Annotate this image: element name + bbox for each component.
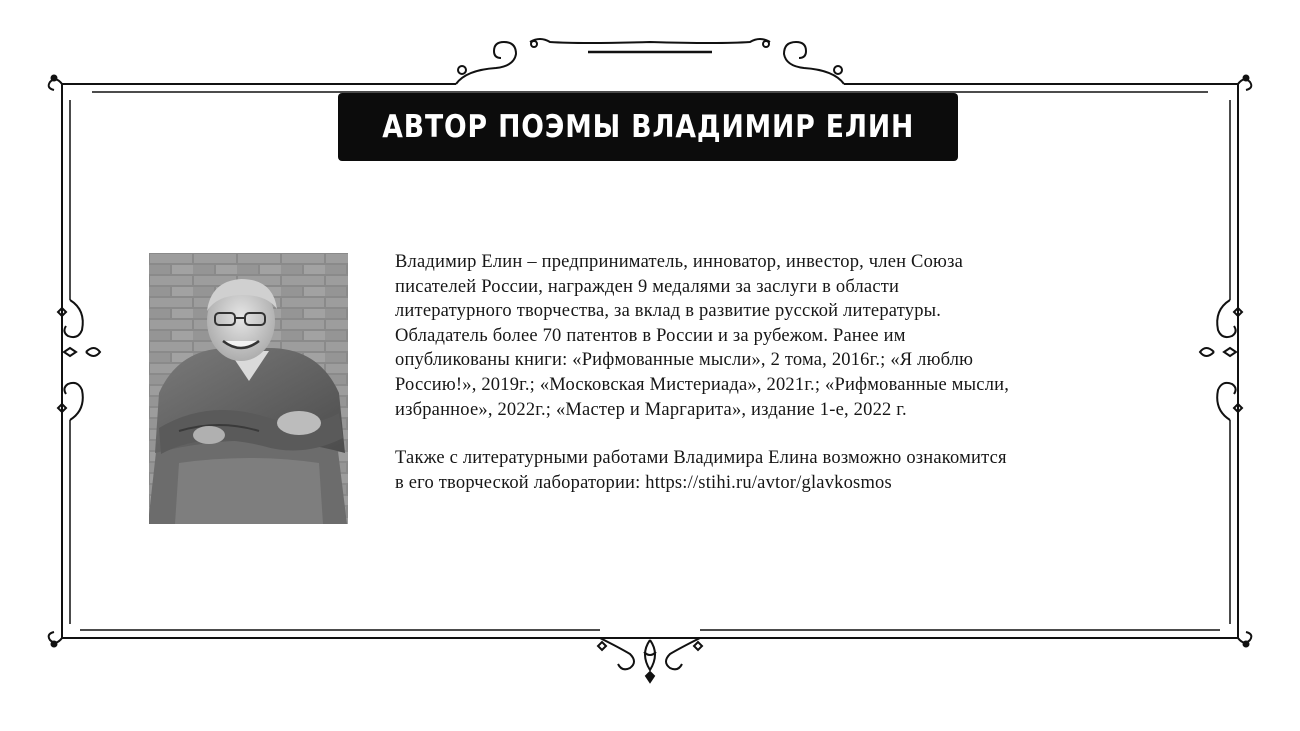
author-bio	[395, 250, 1155, 495]
bottom-flourish-icon	[598, 638, 702, 682]
bio-paragraph: Владимир Елин – предприниматель, инноватор, инвестор, член Союза писателей России, награжден 9 медалями за заслуги в области литературного творчества, за вклад в развитие русской литературы. Обладатель более 70 патентов в России и за рубежом. Ранее им опубликованы книги: «Рифмованные мысли», 2 тома, 2016г.; «Я люблю Россию!», 2019г.; «Московская Мистериада», 2021г.; «Рифмованные мысли, избранное», 2022г.; «Мастер и Маргарита», издание 1-е, 2022 г.	[395, 252, 1010, 420]
author-portrait	[149, 253, 348, 524]
page-title: АВТОР ПОЭМЫ ВЛАДИМИР ЕЛИН	[382, 109, 914, 145]
title-banner	[338, 93, 958, 161]
links-paragraph: Также с литературными работами Владимира Елина возможно ознакомится в его творческой лаборатории: https://stihi.ru/avtor/glavkosmos	[395, 448, 1007, 493]
top-flourish-icon	[456, 39, 844, 84]
side-flourish-icon	[58, 300, 100, 420]
side-flourish-icon	[1200, 300, 1242, 420]
